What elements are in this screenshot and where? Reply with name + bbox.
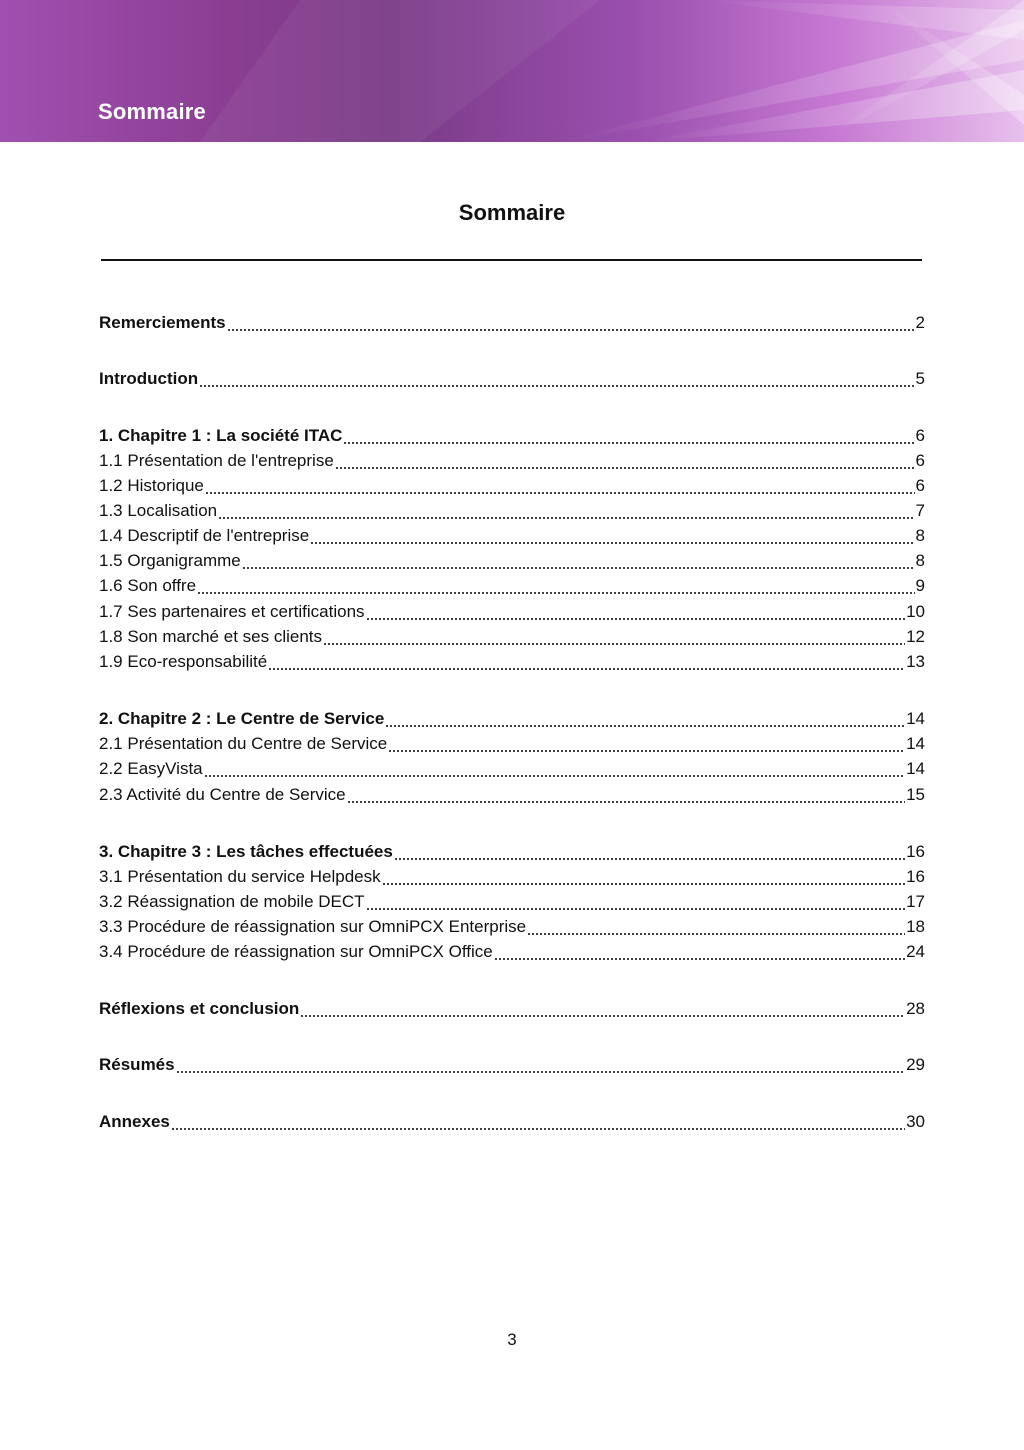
toc-entry[interactable]: [99, 940, 925, 962]
toc-leader-dots: [366, 602, 906, 622]
toc-entry-label: 2.1 Présentation du Centre de Service: [99, 734, 388, 753]
header-title: Sommaire: [98, 99, 206, 124]
toc-entry[interactable]: [99, 474, 925, 496]
toc-entry-page: 29: [906, 1055, 925, 1074]
toc-entry-label: 3.4 Procédure de réassignation sur OmniPCX Office: [99, 942, 493, 961]
toc-leader-dots: [527, 917, 905, 937]
toc-entry-label: 1.4 Descriptif de l'entreprise: [99, 526, 310, 545]
toc-leader-dots: [227, 313, 915, 333]
toc-leader-dots: [204, 759, 905, 779]
toc-entry-label: 3.1 Présentation du service Helpdesk: [99, 867, 381, 886]
toc-entry-label: Introduction: [99, 369, 199, 388]
toc-leader-dots: [268, 652, 905, 672]
toc-entry-page: 24: [906, 942, 925, 961]
toc-entry-label: Annexes: [99, 1112, 170, 1131]
toc-entry[interactable]: [99, 707, 925, 729]
toc-leader-dots: [394, 842, 905, 862]
toc-leader-dots: [494, 942, 905, 962]
toc-entry-page: 14: [906, 709, 925, 728]
toc-entry[interactable]: [99, 524, 925, 546]
toc-entry-page: 14: [906, 759, 925, 778]
toc-entry[interactable]: [99, 600, 925, 622]
toc-entry-page: 16: [906, 842, 925, 861]
toc-entry[interactable]: [99, 311, 925, 333]
toc-entry[interactable]: [99, 1110, 925, 1132]
toc-entry-page: 18: [906, 917, 925, 936]
toc-entry-label: 3.2 Réassignation de mobile DECT: [99, 892, 365, 911]
page-number: 3: [507, 1330, 517, 1349]
toc-entry-page: 12: [906, 627, 925, 646]
toc-entry[interactable]: [99, 549, 925, 571]
toc-leader-dots: [366, 892, 906, 912]
toc-leader-dots: [218, 501, 914, 521]
toc-entry-page: 28: [906, 999, 925, 1018]
toc-entry[interactable]: [99, 367, 925, 389]
toc-entry-label: 3. Chapitre 3 : Les tâches effectuées: [99, 842, 393, 861]
toc-entry-label: 1.3 Localisation: [99, 501, 218, 520]
toc-leader-dots: [205, 476, 915, 496]
toc-leader-dots: [176, 1055, 905, 1075]
toc-entry[interactable]: [99, 574, 925, 596]
toc-entry-page: 17: [906, 892, 925, 911]
toc-entry[interactable]: [99, 1053, 925, 1075]
toc-entry[interactable]: [99, 915, 925, 937]
toc-leader-dots: [310, 526, 914, 546]
toc-leader-dots: [388, 734, 905, 754]
toc-entry-page: 14: [906, 734, 925, 753]
title-underline: [101, 259, 922, 261]
toc-leader-dots: [197, 576, 914, 596]
toc-leader-dots: [347, 785, 905, 805]
toc-entry-page: 7: [915, 501, 925, 520]
toc-entry[interactable]: [99, 625, 925, 647]
toc-leader-dots: [382, 867, 905, 887]
toc-entry-label: 3.3 Procédure de réassignation sur OmniPCX Enterprise: [99, 917, 527, 936]
toc-entry-page: 6: [915, 451, 925, 470]
toc-entry[interactable]: [99, 997, 925, 1019]
toc-entry-label: 2. Chapitre 2 : Le Centre de Service: [99, 709, 385, 728]
toc-entry-label: 2.2 EasyVista: [99, 759, 203, 778]
toc-entry[interactable]: [99, 650, 925, 672]
toc-entry[interactable]: [99, 449, 925, 471]
toc-entry-page: 6: [915, 426, 925, 445]
header-banner: [0, 0, 1024, 142]
toc-leader-dots: [242, 551, 915, 571]
toc-entry-label: 1.7 Ses partenaires et certifications: [99, 602, 365, 621]
toc-leader-dots: [385, 709, 905, 729]
toc-leader-dots: [171, 1112, 905, 1132]
toc-leader-dots: [300, 999, 905, 1019]
toc-entry-label: 1.2 Historique: [99, 476, 204, 495]
toc-entry-page: 16: [906, 867, 925, 886]
toc-entry-label: 1. Chapitre 1 : La société ITAC: [99, 426, 343, 445]
toc-entry[interactable]: [99, 890, 925, 912]
toc-entry-label: 2.3 Activité du Centre de Service: [99, 785, 346, 804]
page-title: Sommaire: [458, 200, 566, 225]
toc-entry-label: 1.6 Son offre: [99, 576, 197, 595]
toc-entry[interactable]: [99, 757, 925, 779]
toc-entry-page: 10: [906, 602, 925, 621]
toc-entry[interactable]: [99, 424, 925, 446]
toc-leader-dots: [323, 627, 905, 647]
toc-entry-page: 9: [915, 576, 925, 595]
toc-entry-page: 8: [915, 551, 925, 570]
toc-entry-label: 1.1 Présentation de l'entreprise: [99, 451, 334, 470]
toc-entry[interactable]: [99, 865, 925, 887]
toc-entry[interactable]: [99, 732, 925, 754]
toc-entry-label: 1.5 Organigramme: [99, 551, 241, 570]
toc-entry[interactable]: [99, 499, 925, 521]
toc-entry-label: Résumés: [99, 1055, 175, 1074]
toc-entry-page: 13: [906, 652, 925, 671]
toc-entry-page: 6: [915, 476, 925, 495]
toc-leader-dots: [199, 369, 914, 389]
toc-entry[interactable]: [99, 840, 925, 862]
toc-entry-page: 8: [915, 526, 925, 545]
toc-entry-page: 15: [906, 785, 925, 804]
toc-leader-dots: [343, 426, 914, 446]
toc-leader-dots: [335, 451, 915, 471]
toc-entry[interactable]: [99, 783, 925, 805]
toc-entry-page: 5: [915, 369, 925, 388]
toc-entry-label: Réflexions et conclusion: [99, 999, 300, 1018]
toc-entry-page: 30: [906, 1112, 925, 1131]
toc-entry-label: 1.8 Son marché et ses clients: [99, 627, 323, 646]
toc-entry-label: Remerciements: [99, 313, 226, 332]
toc-entry-label: 1.9 Eco-responsabilité: [99, 652, 268, 671]
toc-entry-page: 2: [915, 313, 925, 332]
